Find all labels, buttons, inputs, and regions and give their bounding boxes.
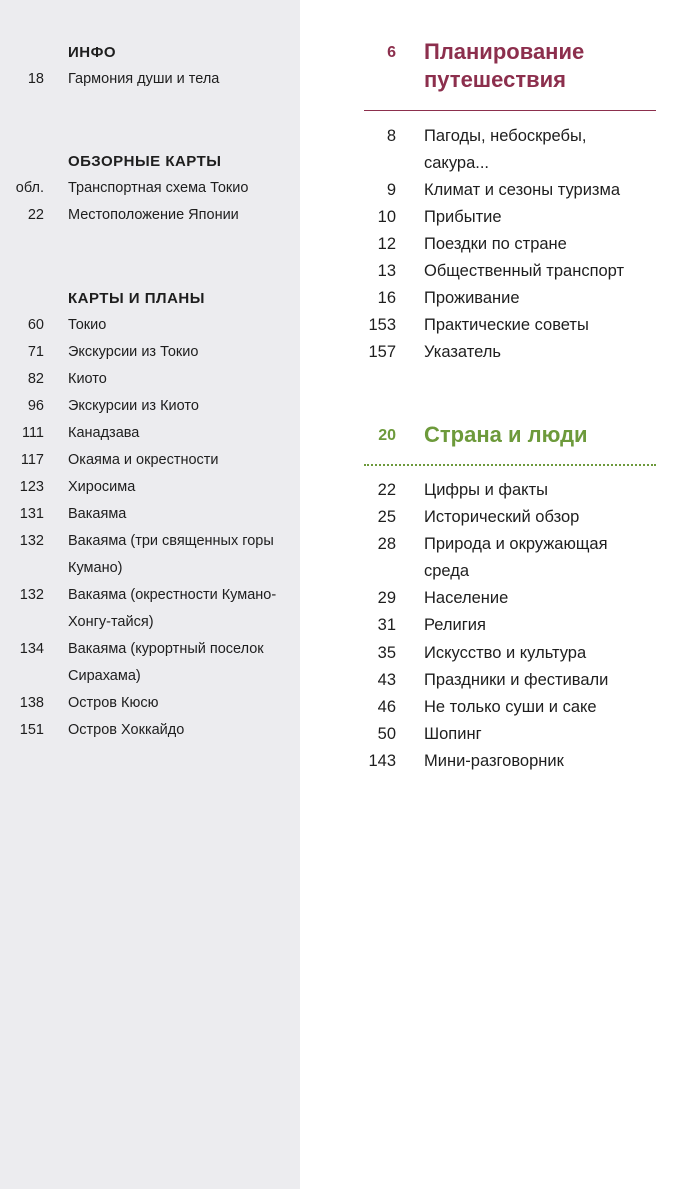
chapter-divider <box>364 110 656 111</box>
entry-label: Шопинг <box>424 725 482 743</box>
section-title-info: ИНФО <box>68 44 117 61</box>
page-number: 12 <box>377 235 396 253</box>
entry-label: Не только суши и саке <box>424 698 597 716</box>
page-number: 117 <box>20 452 44 468</box>
entry-label: Транспортная схема Токио <box>68 180 249 196</box>
entry-label: Религия <box>424 616 486 634</box>
chapter-title: Страна и люди <box>424 422 588 447</box>
page-number: 8 <box>386 127 396 145</box>
page-number: 18 <box>27 71 44 87</box>
left-panel <box>0 0 300 1189</box>
entry-label: Мини-разговорник <box>424 752 564 770</box>
entry-label: Вакаяма (окрестности Кумано-Хонгу-тайся) <box>68 587 277 630</box>
page-number: 60 <box>27 317 44 333</box>
page-number: 25 <box>377 508 396 526</box>
page-number: 111 <box>21 425 44 441</box>
page-number: 9 <box>386 181 396 199</box>
entry-label: Канадзава <box>68 425 140 441</box>
page-number: 143 <box>368 752 396 770</box>
entry-label: Экскурсии из Киото <box>68 398 199 414</box>
entry-label: Проживание <box>424 289 520 307</box>
section-title-maps-plans: КАРТЫ И ПЛАНЫ <box>68 290 205 307</box>
entry-label: Праздники и фестивали <box>424 671 609 689</box>
entry-label: Остров Кюсю <box>68 695 159 711</box>
page-number: 153 <box>368 316 396 334</box>
entry-label: Киото <box>68 371 107 387</box>
chapter-divider <box>364 464 656 466</box>
right-panel <box>300 0 686 1189</box>
entry-label: Исторический обзор <box>424 508 580 526</box>
entry-label: Местоположение Японии <box>68 207 239 223</box>
page-number: 29 <box>377 589 396 607</box>
entry-label: Вакаяма (курортный поселок Сирахама) <box>68 641 264 684</box>
entry-label: Прибытие <box>424 208 502 226</box>
page-number: 157 <box>368 343 396 361</box>
page-number: 138 <box>19 695 44 711</box>
page-number: 13 <box>377 262 396 280</box>
page-number: 28 <box>377 535 396 553</box>
chapter-page-number: 6 <box>387 44 396 61</box>
page-number: 131 <box>19 506 44 522</box>
page-number: 43 <box>377 671 396 689</box>
entry-label: Природа и окружающая среда <box>424 535 608 580</box>
entry-label: Вакаяма <box>68 506 127 522</box>
entry-label: Практические советы <box>424 316 589 334</box>
page-number: 35 <box>377 644 396 662</box>
page-number: обл. <box>15 180 44 196</box>
page-number: 132 <box>19 587 44 603</box>
page-number: 151 <box>19 722 44 738</box>
page-number: 50 <box>377 725 396 743</box>
entry-label: Хиросима <box>68 479 136 495</box>
entry-label: Пагоды, небоскребы, сакура... <box>424 127 587 172</box>
chapter-page-number: 20 <box>378 427 396 444</box>
page-number: 134 <box>19 641 44 657</box>
entry-label: Цифры и факты <box>424 481 548 499</box>
page-number: 71 <box>27 344 44 360</box>
entry-label: Остров Хоккайдо <box>68 722 185 738</box>
entry-label: Поездки по стране <box>424 235 567 253</box>
entry-label: Токио <box>68 317 107 333</box>
page-number: 22 <box>377 481 396 499</box>
entry-label: Искусство и культура <box>424 644 587 662</box>
entry-label: Гармония души и тела <box>68 71 220 87</box>
page-number: 82 <box>27 371 44 387</box>
entry-label: Вакаяма (три священных горы Кумано) <box>68 533 274 576</box>
page-number: 22 <box>27 207 44 223</box>
page-number: 123 <box>19 479 44 495</box>
entry-label: Общественный транспорт <box>424 262 625 280</box>
chapter-title: Планирование путешествия <box>424 39 585 92</box>
entry-label: Экскурсии из Токио <box>68 344 199 360</box>
page-number: 132 <box>19 533 44 549</box>
entry-label: Климат и сезоны туризма <box>424 181 621 199</box>
entry-label: Указатель <box>424 343 501 361</box>
section-title-overview-maps: ОБЗОРНЫЕ КАРТЫ <box>68 153 222 170</box>
page-number: 96 <box>27 398 44 414</box>
page-number: 16 <box>377 289 396 307</box>
page-number: 31 <box>377 616 396 634</box>
entry-label: Окаяма и окрестности <box>68 452 219 468</box>
entry-label: Население <box>424 589 509 607</box>
page-number: 46 <box>377 698 396 716</box>
page-number: 10 <box>377 208 396 226</box>
